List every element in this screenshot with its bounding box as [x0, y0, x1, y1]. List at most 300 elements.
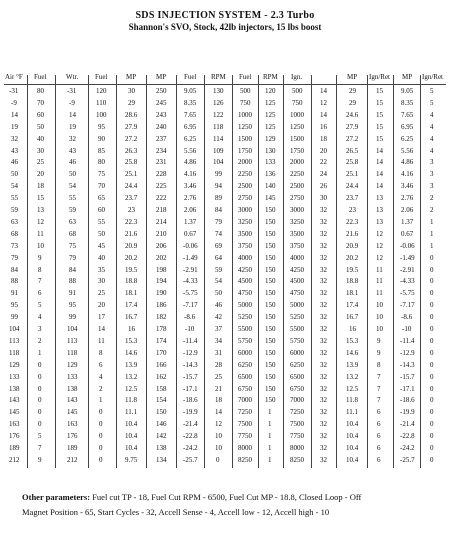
table-cell: 129: [9, 361, 20, 369]
table-cell: 23: [128, 206, 135, 214]
column-header: Fuel: [34, 73, 47, 81]
table-cell: 2.76: [184, 194, 197, 202]
table-cell: 150: [265, 396, 276, 404]
table-cell: 202: [156, 254, 167, 262]
table-cell: 0: [430, 420, 434, 428]
table-cell: 11.8: [346, 396, 358, 404]
footer-params-1: Fuel cut TP - 18, Fuel Cut RPM - 6500, Fuel Cut MP - 18.8, Closed Loop - Off: [92, 492, 362, 502]
table-cell: 10.4: [346, 456, 359, 464]
table-cell: 9.05: [184, 87, 197, 95]
column-divider: [367, 75, 368, 468]
table-cell: 14.6: [346, 349, 359, 357]
table-cell: 23: [349, 206, 356, 214]
table-cell: 13: [376, 218, 383, 226]
table-cell: 12: [376, 242, 383, 250]
table-cell: 0: [430, 325, 434, 333]
table-cell: 14: [69, 111, 76, 119]
table-cell: 4: [430, 147, 434, 155]
table-cell: 4: [430, 111, 434, 119]
table-cell: 3500: [238, 230, 252, 238]
table-cell: 125: [265, 123, 276, 131]
table-cell: 89: [215, 194, 222, 202]
footer-line-1: [22, 492, 361, 502]
table-cell: 13: [376, 194, 383, 202]
table-cell: 3.46: [184, 182, 197, 190]
table-cell: 6: [377, 432, 381, 440]
table-cell: 113: [9, 337, 20, 345]
table-cell: 43: [11, 147, 18, 155]
column-header: Fuel: [95, 73, 108, 81]
table-cell: 0: [38, 396, 42, 404]
column-divider: [204, 75, 205, 468]
table-cell: 0: [430, 373, 434, 381]
table-cell: 6000: [238, 349, 252, 357]
table-cell: 91: [11, 289, 18, 297]
table-cell: 100: [96, 111, 107, 119]
table-cell: 27.2: [125, 135, 138, 143]
table-cell: 18.8: [125, 277, 138, 285]
table-cell: 54: [215, 277, 222, 285]
table-cell: 32: [320, 289, 327, 297]
table-cell: 6.95: [184, 123, 197, 131]
table-cell: 250: [156, 87, 167, 95]
table-cell: 32: [320, 218, 327, 226]
table-cell: 218: [156, 206, 167, 214]
table-cell: -21.4: [183, 420, 198, 428]
table-cell: 29: [349, 99, 356, 107]
table-cell: 32: [320, 230, 327, 238]
table-cell: 118: [9, 349, 20, 357]
table-cell: 12: [376, 230, 383, 238]
table-cell: 24.4: [346, 182, 359, 190]
table-cell: 4.86: [184, 158, 197, 166]
table-cell: 7: [377, 396, 381, 404]
table-cell: 120: [96, 87, 107, 95]
table-cell: 12.5: [346, 385, 359, 393]
table-cell: 120: [265, 87, 276, 95]
table-cell: 4000: [238, 254, 252, 262]
table-cell: 206: [156, 242, 167, 250]
table-cell: 150: [265, 242, 276, 250]
table-cell: 13: [37, 206, 44, 214]
table-cell: 8.35: [401, 99, 414, 107]
column-divider: [88, 75, 89, 468]
table-cell: 5000: [238, 301, 252, 309]
table-cell: 3.46: [401, 182, 414, 190]
table-cell: 1: [268, 420, 272, 428]
table-cell: 4.16: [401, 170, 414, 178]
table-cell: 59: [69, 206, 76, 214]
table-cell: 14.6: [125, 349, 138, 357]
table-cell: 210: [156, 230, 167, 238]
table-cell: 32: [11, 135, 18, 143]
table-cell: 237: [156, 135, 167, 143]
table-cell: 29: [349, 87, 356, 95]
table-cell: -15.7: [183, 373, 198, 381]
table-cell: 2000: [290, 158, 304, 166]
table-cell: 60: [98, 206, 105, 214]
table-cell: -0.06: [400, 242, 415, 250]
table-cell: 88: [11, 277, 18, 285]
table-cell: 14: [376, 182, 383, 190]
table-cell: 9: [38, 254, 42, 262]
table-cell: 0: [99, 444, 103, 452]
column-divider: [258, 75, 259, 468]
table-cell: 11.8: [125, 396, 137, 404]
table-cell: 5500: [290, 325, 304, 333]
table-cell: 14: [376, 147, 383, 155]
table-cell: 15: [376, 123, 383, 131]
table-cell: 6250: [238, 361, 252, 369]
table-cell: 129: [67, 361, 78, 369]
table-cell: 84: [215, 206, 222, 214]
table-cell: 63: [69, 218, 76, 226]
table-cell: 15: [376, 99, 383, 107]
table-cell: 10.4: [125, 420, 138, 428]
table-cell: 20: [98, 301, 105, 309]
table-cell: -25.7: [183, 456, 198, 464]
table-cell: 5250: [290, 313, 304, 321]
table-cell: 65: [98, 194, 105, 202]
table-cell: 14: [376, 170, 383, 178]
table-cell: 7250: [238, 408, 252, 416]
table-cell: 21: [215, 385, 222, 393]
table-cell: -22.8: [400, 432, 415, 440]
table-cell: 20: [37, 170, 44, 178]
table-cell: -21.4: [400, 420, 415, 428]
column-divider: [393, 75, 394, 468]
table-cell: 7: [38, 277, 42, 285]
table-cell: 16.7: [125, 313, 138, 321]
table-cell: 3750: [290, 242, 304, 250]
table-cell: 8250: [238, 456, 252, 464]
table-cell: -19.9: [183, 408, 198, 416]
table-cell: 4500: [290, 277, 304, 285]
table-cell: 10: [376, 325, 383, 333]
table-cell: 17.4: [125, 301, 138, 309]
table-cell: 9.05: [401, 87, 414, 95]
table-cell: 182: [156, 313, 167, 321]
table-cell: 45: [98, 242, 105, 250]
table-cell: 32: [320, 349, 327, 357]
table-cell: 32: [320, 432, 327, 440]
table-cell: 40: [98, 254, 105, 262]
table-cell: 143: [67, 396, 78, 404]
table-cell: -11.4: [400, 337, 415, 345]
table-cell: 14: [98, 325, 105, 333]
table-cell: 32: [320, 254, 327, 262]
table-cell: 4500: [238, 277, 252, 285]
table-cell: 32: [320, 266, 327, 274]
table-cell: 4: [99, 373, 103, 381]
table-cell: 114: [213, 135, 224, 143]
table-cell: 79: [69, 254, 76, 262]
table-cell: 8: [377, 361, 381, 369]
table-cell: -0.06: [183, 242, 198, 250]
table-cell: 1: [38, 349, 42, 357]
table-cell: 35: [98, 266, 105, 274]
table-cell: 22.3: [346, 218, 359, 226]
table-cell: 21.6: [346, 230, 359, 238]
document-title: SDS INJECTION SYSTEM - 2.3 Turbo: [135, 10, 315, 21]
table-cell: 0: [430, 385, 434, 393]
table-cell: 3: [430, 182, 434, 190]
table-cell: 20.9: [346, 242, 359, 250]
table-cell: 22.3: [125, 218, 138, 226]
table-cell: 222: [156, 194, 167, 202]
column-divider: [55, 75, 56, 468]
table-cell: 13.2: [125, 373, 138, 381]
table-cell: 68: [11, 230, 18, 238]
table-cell: 150: [265, 373, 276, 381]
table-cell: 13.2: [346, 373, 359, 381]
table-cell: 150: [265, 206, 276, 214]
table-cell: 0: [38, 408, 42, 416]
table-cell: 14: [320, 111, 327, 119]
table-cell: 23.7: [346, 194, 359, 202]
table-cell: -17.1: [400, 385, 415, 393]
table-cell: 9: [38, 456, 42, 464]
table-cell: 27.9: [125, 123, 138, 131]
table-cell: 20: [320, 147, 327, 155]
table-cell: 18.8: [346, 277, 359, 285]
table-cell: 6500: [290, 373, 304, 381]
table-cell: 1: [268, 456, 272, 464]
table-cell: 138: [156, 444, 167, 452]
table-cell: 90: [98, 135, 105, 143]
table-cell: 6.25: [184, 135, 197, 143]
table-cell: 133: [9, 373, 20, 381]
table-cell: 32: [320, 337, 327, 345]
table-cell: 6750: [238, 385, 252, 393]
table-cell: 19.5: [346, 266, 359, 274]
table-cell: 7750: [290, 432, 304, 440]
table-cell: -11.4: [183, 337, 198, 345]
table-cell: 80: [37, 87, 44, 95]
table-cell: -18.6: [400, 396, 415, 404]
table-cell: 212: [9, 456, 20, 464]
table-cell: 26: [320, 182, 327, 190]
table-cell: 32: [320, 444, 327, 452]
table-cell: -25.7: [400, 456, 415, 464]
table-cell: 10: [376, 313, 383, 321]
table-cell: 75: [69, 242, 76, 250]
table-cell: 1500: [238, 135, 252, 143]
table-cell: 3500: [290, 230, 304, 238]
table-cell: 0: [99, 432, 103, 440]
table-cell: 7750: [238, 432, 252, 440]
table-cell: 26.3: [125, 147, 138, 155]
column-header: Ign/Ret: [369, 73, 390, 81]
table-cell: 5.56: [184, 147, 197, 155]
table-cell: 84: [69, 266, 76, 274]
table-cell: 7000: [238, 396, 252, 404]
table-cell: 2500: [290, 182, 304, 190]
column-header: Ign/Ret: [422, 73, 443, 81]
table-cell: 134: [156, 456, 167, 464]
table-cell: 0: [430, 456, 434, 464]
table-cell: 138: [9, 385, 20, 393]
table-cell: 4750: [290, 289, 304, 297]
table-cell: 4750: [238, 289, 252, 297]
table-cell: 68: [69, 230, 76, 238]
table-cell: 5750: [290, 337, 304, 345]
table-cell: 145: [67, 408, 78, 416]
table-cell: 0: [99, 420, 103, 428]
column-header: Air °F: [5, 73, 23, 81]
table-cell: 142: [156, 432, 167, 440]
header-rule: [4, 84, 446, 85]
table-cell: 240: [156, 123, 167, 131]
table-cell: 3: [38, 325, 42, 333]
table-cell: 15: [376, 87, 383, 95]
table-cell: 1: [430, 230, 434, 238]
table-cell: 1: [430, 218, 434, 226]
table-cell: 6: [377, 456, 381, 464]
table-cell: 1: [99, 396, 103, 404]
table-cell: 5000: [290, 301, 304, 309]
table-cell: 150: [265, 266, 276, 274]
table-cell: -4.33: [400, 277, 415, 285]
table-cell: 6750: [290, 385, 304, 393]
table-cell: -14.3: [400, 361, 415, 369]
table-cell: 0: [38, 373, 42, 381]
table-cell: 176: [9, 432, 20, 440]
table-cell: 231: [156, 158, 167, 166]
table-cell: 88: [69, 277, 76, 285]
table-cell: 8250: [290, 456, 304, 464]
table-cell: 133: [265, 158, 276, 166]
table-cell: -9: [11, 99, 17, 107]
table-cell: 10.4: [125, 432, 138, 440]
table-cell: -12.9: [183, 349, 198, 357]
table-cell: 32: [320, 396, 327, 404]
table-cell: 0: [38, 420, 42, 428]
table-cell: 6: [38, 289, 42, 297]
table-cell: 99: [11, 313, 18, 321]
table-cell: 18: [215, 396, 222, 404]
table-cell: 5250: [238, 313, 252, 321]
table-cell: 2: [99, 385, 103, 393]
column-divider: [146, 75, 147, 468]
table-cell: 6: [377, 444, 381, 452]
table-cell: 95: [69, 301, 76, 309]
table-cell: 32: [320, 420, 327, 428]
table-cell: 15: [376, 135, 383, 143]
table-cell: 54: [11, 182, 18, 190]
table-cell: 150: [265, 289, 276, 297]
table-cell: 80: [98, 158, 105, 166]
table-cell: 136: [265, 170, 276, 178]
table-cell: 27.2: [346, 135, 359, 143]
table-cell: 75: [98, 170, 105, 178]
table-cell: 214: [156, 218, 167, 226]
table-cell: 5500: [238, 325, 252, 333]
table-cell: 10: [37, 242, 44, 250]
table-cell: 0: [99, 408, 103, 416]
column-divider: [283, 75, 284, 468]
table-cell: 25: [215, 373, 222, 381]
table-cell: 170: [156, 349, 167, 357]
table-cell: 24.4: [125, 182, 138, 190]
table-cell: 30: [37, 147, 44, 155]
table-cell: 0: [430, 289, 434, 297]
table-cell: 50: [11, 170, 18, 178]
table-cell: 20.2: [346, 254, 359, 262]
table-cell: -12.9: [400, 349, 415, 357]
table-cell: 1750: [238, 147, 252, 155]
table-cell: 60: [37, 111, 44, 119]
table-cell: 19.5: [125, 266, 138, 274]
column-header: RPM: [263, 73, 278, 81]
table-cell: 0: [430, 349, 434, 357]
table-cell: 50: [69, 170, 76, 178]
table-cell: 5750: [238, 337, 252, 345]
table-cell: 5: [430, 99, 434, 107]
table-cell: 3000: [238, 206, 252, 214]
table-cell: 1250: [238, 123, 252, 131]
table-cell: 2250: [290, 170, 304, 178]
table-cell: 243: [156, 111, 167, 119]
table-cell: 17.4: [346, 301, 359, 309]
table-cell: 63: [11, 218, 18, 226]
table-cell: 1: [268, 432, 272, 440]
column-divider: [336, 75, 337, 468]
column-divider: [420, 75, 421, 468]
table-cell: 16: [320, 123, 327, 131]
table-cell: 174: [156, 337, 167, 345]
table-cell: 25.8: [346, 158, 359, 166]
table-cell: 5: [38, 432, 42, 440]
table-cell: 31: [215, 349, 222, 357]
document-subtitle: Shannon's SVO, Stock, 42lb injectors, 15 lbs boost: [128, 22, 322, 32]
table-cell: 59: [215, 266, 222, 274]
table-cell: 84: [11, 266, 18, 274]
table-cell: 29: [128, 99, 135, 107]
table-cell: 138: [67, 385, 78, 393]
table-cell: 12: [37, 218, 44, 226]
table-cell: 43: [69, 147, 76, 155]
table-cell: 3: [430, 170, 434, 178]
table-cell: -10: [185, 325, 195, 333]
table-cell: 163: [67, 420, 78, 428]
table-cell: 91: [69, 289, 76, 297]
table-cell: 37: [215, 325, 222, 333]
table-cell: 2250: [238, 170, 252, 178]
table-cell: -17.1: [183, 385, 198, 393]
table-cell: 212: [67, 456, 78, 464]
table-cell: 7500: [290, 420, 304, 428]
table-cell: 1000: [290, 111, 304, 119]
table-cell: 4.16: [184, 170, 197, 178]
table-cell: 32: [320, 325, 327, 333]
table-cell: 20.9: [125, 242, 138, 250]
table-cell: 143: [9, 396, 20, 404]
table-cell: 150: [265, 385, 276, 393]
table-cell: -10: [402, 325, 412, 333]
table-cell: 30: [320, 194, 327, 202]
table-cell: 24: [320, 170, 327, 178]
table-cell: 11: [98, 337, 105, 345]
table-cell: 6.25: [401, 135, 414, 143]
table-cell: 0: [99, 456, 103, 464]
table-cell: 194: [156, 277, 167, 285]
footer-label: Other parameters:: [22, 492, 91, 502]
table-cell: 0: [430, 337, 434, 345]
table-cell: 1.37: [401, 218, 414, 226]
column-header: Fuel: [184, 73, 197, 81]
table-cell: 32: [69, 135, 76, 143]
